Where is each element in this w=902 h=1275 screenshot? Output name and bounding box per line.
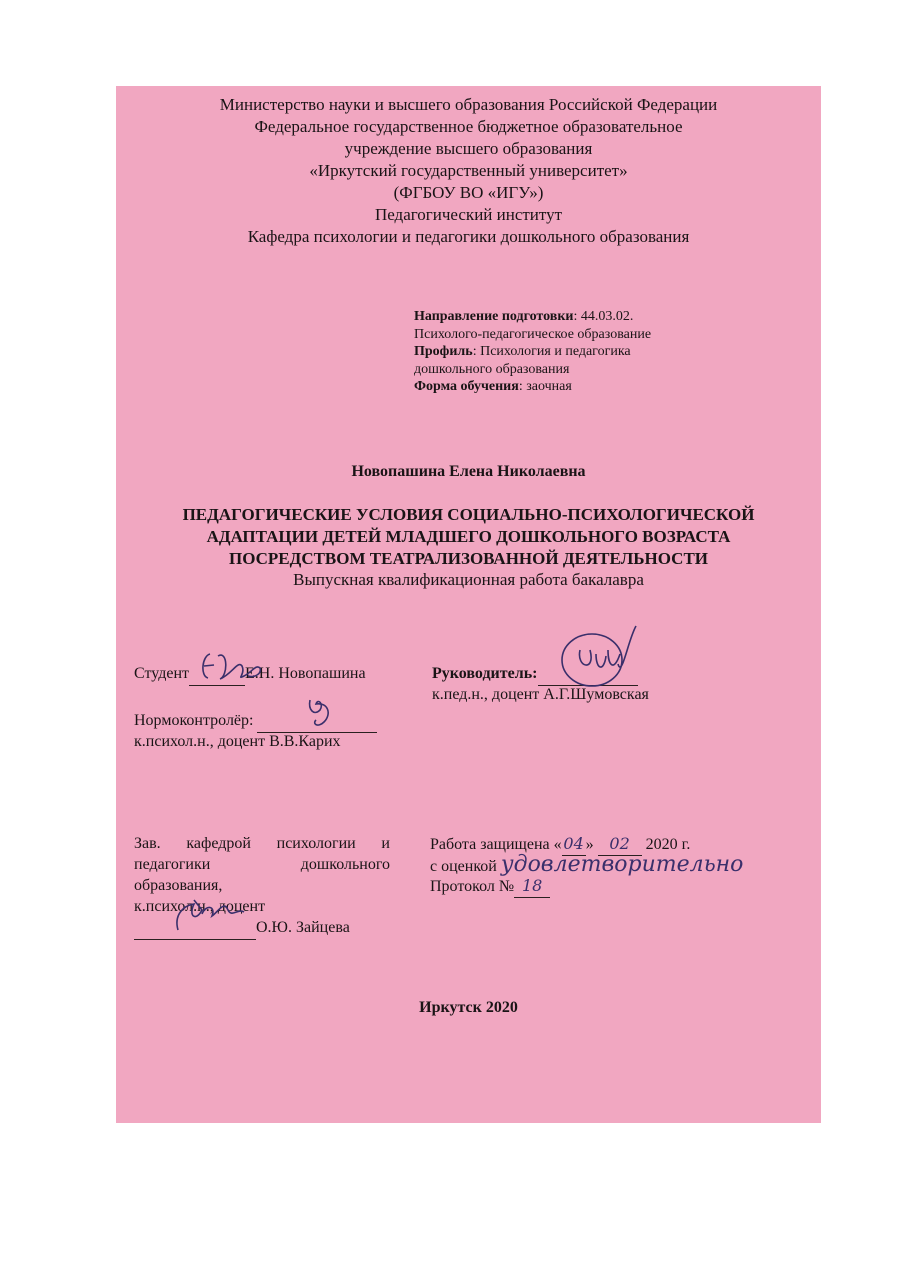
direction-value-2: Психолого-педагогическое образование — [414, 326, 652, 342]
head-dept-signature-line — [134, 917, 350, 940]
defense-year: 2020 г. — [645, 836, 691, 853]
title-line: ПОСРЕДСТВОМ ТЕАТРАЛИЗОВАННОЙ ДЕЯТЕЛЬНОСТИ — [228, 549, 709, 568]
head-dept-name: О.Ю. Зайцева — [256, 919, 350, 936]
defense-month: 02 — [598, 833, 642, 856]
direction-label: Направление подготовки — [414, 309, 574, 324]
head-dept-line-3: образования, — [134, 877, 223, 894]
normcontrol-signature-blank — [257, 710, 377, 733]
profile-value-2: дошкольного образования — [414, 361, 570, 377]
protocol-line — [430, 875, 550, 898]
defense-sep: » — [585, 836, 594, 853]
form-label: Форма обучения — [414, 379, 519, 394]
header-line: «Иркутский государственный университет» — [309, 161, 628, 180]
head-dept-word: психологии — [276, 835, 356, 852]
head-dept-word: Зав. — [134, 835, 161, 852]
head-dept-word: дошкольного — [300, 856, 390, 873]
normcontrol-label: Нормоконтролёр: — [134, 712, 254, 729]
student-label: Студент — [134, 665, 190, 682]
defense-prefix: Работа защищена « — [430, 836, 562, 853]
protocol-number: 18 — [514, 875, 550, 898]
head-dept-line-1 — [134, 833, 390, 855]
defense-grade: удовлетворительно — [500, 852, 744, 877]
document-sheet — [116, 86, 821, 1123]
study-direction-block — [414, 308, 734, 396]
title-line: АДАПТАЦИИ ДЕТЕЙ МЛАДШЕГО ДОШКОЛЬНОГО ВОЗРАСТА — [206, 527, 731, 546]
profile-value: : Психология и педагогика — [472, 344, 631, 359]
head-dept-word: кафедрой — [186, 835, 251, 852]
head-dept-line-2 — [134, 854, 390, 876]
head-dept-line-4: к.психол.н., доцент — [134, 898, 266, 915]
header-line: учреждение высшего образования — [344, 139, 593, 158]
head-dept-signature-blank — [134, 917, 256, 940]
supervisor-signature-blank — [538, 663, 638, 686]
direction-value: : 44.03.02. — [573, 309, 634, 324]
author-name: Новопашина Елена Николаевна — [351, 463, 586, 480]
supervisor-line — [432, 663, 638, 686]
defense-day: 04 — [562, 833, 586, 856]
thesis-title — [116, 504, 821, 570]
supervisor-label: Руководитель: — [432, 665, 538, 682]
header-line: Педагогический институт — [374, 205, 563, 224]
title-line: ПЕДАГОГИЧЕСКИЕ УСЛОВИЯ СОЦИАЛЬНО-ПСИХОЛОГИЧЕСКОЙ — [182, 505, 755, 524]
header-line: Федеральное государственное бюджетное образовательное — [254, 117, 683, 136]
city-year: Иркутск 2020 — [419, 999, 518, 1016]
header-line: (ФГБОУ ВО «ИГУ») — [393, 183, 544, 202]
form-value: : заочная — [518, 379, 572, 394]
profile-label: Профиль — [414, 344, 473, 359]
header-line: Министерство науки и высшего образования Российской Федерации — [219, 95, 718, 114]
thesis-subtitle: Выпускная квалификационная работа бакалавра — [293, 570, 644, 589]
head-dept-word: педагогики — [134, 856, 211, 873]
student-signature-blank — [189, 663, 245, 686]
header-line: Кафедра психологии и педагогики дошкольного образования — [247, 227, 690, 246]
grade-prefix: с оценкой — [430, 858, 497, 875]
normcontrol-degree: к.психол.н., доцент В.В.Карих — [134, 733, 341, 750]
student-line — [134, 663, 366, 686]
protocol-prefix: Протокол № — [430, 878, 515, 895]
student-name: Е.Н. Новопашина — [245, 665, 366, 682]
normcontrol-line — [134, 710, 377, 733]
institution-header — [116, 94, 821, 248]
supervisor-degree: к.пед.н., доцент А.Г.Шумовская — [432, 686, 649, 703]
head-dept-word: и — [381, 835, 390, 852]
